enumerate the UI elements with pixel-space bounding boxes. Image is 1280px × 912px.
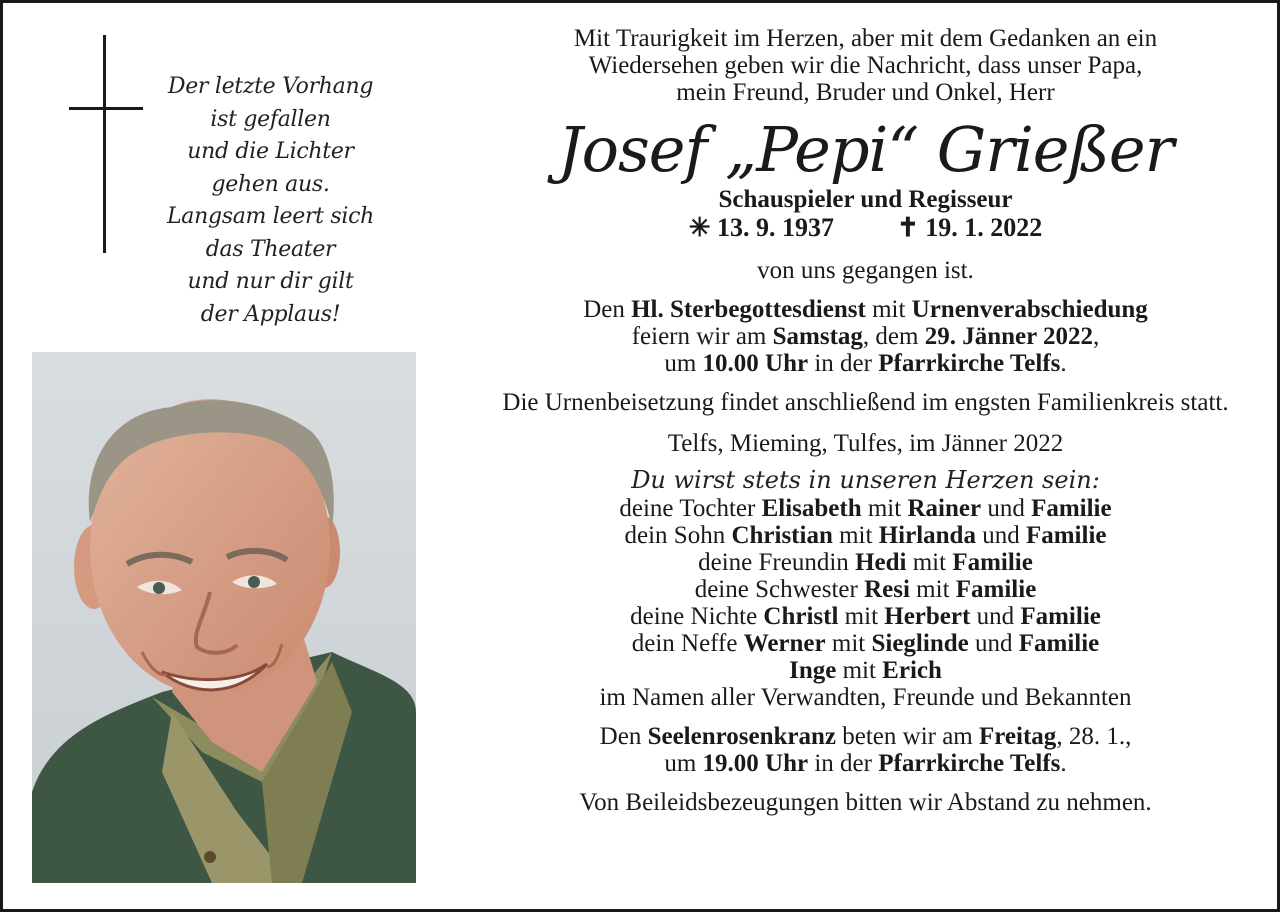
- portrait-photo: [32, 352, 416, 883]
- service-line-1: Den Hl. Sterbegottesdienst mit Urnenverabschiedung: [583, 296, 1148, 323]
- deceased-role: Schauspieler und Regisseur: [718, 186, 1013, 213]
- intro-line: mein Freund, Bruder und Onkel, Herr: [676, 79, 1055, 106]
- death-date: 19. 1. 2022: [925, 213, 1043, 242]
- poem-line: und die Lichter: [187, 139, 354, 164]
- deceased-name: Josef „Pepi“ Grießer: [557, 113, 1174, 186]
- family-line: deine Nichte Christl mit Herbert und Familie: [630, 603, 1101, 630]
- service-line-2: feiern wir am Samstag, dem 29. Jänner 2022,: [631, 323, 1100, 350]
- intro-line: Wiedersehen geben wir die Nachricht, dass unser Papa,: [588, 52, 1143, 79]
- family-line: dein Neffe Werner mit Sieglinde und Familie: [631, 630, 1100, 657]
- poem-line: und nur dir gilt: [187, 269, 354, 294]
- relatives-line: im Namen aller Verwandten, Freunde und Bekannten: [599, 684, 1132, 711]
- poem-line: Langsam leert sich: [166, 204, 375, 229]
- poem-line: der Applaus!: [200, 301, 341, 327]
- poem: [148, 71, 393, 331]
- rosary-line-1: Den Seelenrosenkranz beten wir am Freitag, 28. 1.,: [599, 723, 1132, 750]
- family-line: deine Freundin Hedi mit Familie: [698, 549, 1033, 576]
- passed-line: von uns gegangen ist.: [757, 257, 974, 284]
- family-line: deine Tochter Elisabeth mit Rainer und Familie: [619, 495, 1112, 522]
- life-dates: [463, 213, 1268, 243]
- place-date: Telfs, Mieming, Tulfes, im Jänner 2022: [667, 430, 1064, 457]
- family-line: deine Schwester Resi mit Familie: [694, 576, 1037, 603]
- cross-icon-bar: [69, 107, 143, 110]
- poem-line: Der letzte Vorhang: [167, 74, 374, 99]
- death-icon: ✝: [897, 213, 919, 242]
- birth-icon: ✳: [688, 213, 711, 242]
- service-line-3: um 10.00 Uhr in der Pfarrkirche Telfs.: [664, 350, 1067, 377]
- birth-date: 13. 9. 1937: [717, 213, 834, 242]
- rosary-line-2: um 19.00 Uhr in der Pfarrkirche Telfs.: [664, 750, 1067, 777]
- closing-line: Von Beileidsbezeugungen bitten wir Abstand zu nehmen.: [579, 789, 1152, 816]
- intro-line: Mit Traurigkeit im Herzen, aber mit dem Gedanken an ein: [573, 25, 1158, 52]
- family-line: Inge mit Erich: [789, 657, 942, 684]
- poem-line: das Theater: [205, 236, 336, 262]
- burial-line: Die Urnenbeisetzung findet anschließend im engsten Familienkreis statt.: [502, 389, 1229, 416]
- poem-line: gehen aus.: [211, 171, 330, 197]
- motto: Du wirst stets in unseren Herzen sein:: [631, 466, 1100, 494]
- poem-line: ist gefallen: [210, 106, 331, 132]
- family-line: dein Sohn Christian mit Hirlanda und Familie: [624, 522, 1107, 549]
- portrait-illustration: [32, 352, 416, 883]
- cross-icon: [103, 35, 106, 253]
- notice-text: [463, 25, 1268, 816]
